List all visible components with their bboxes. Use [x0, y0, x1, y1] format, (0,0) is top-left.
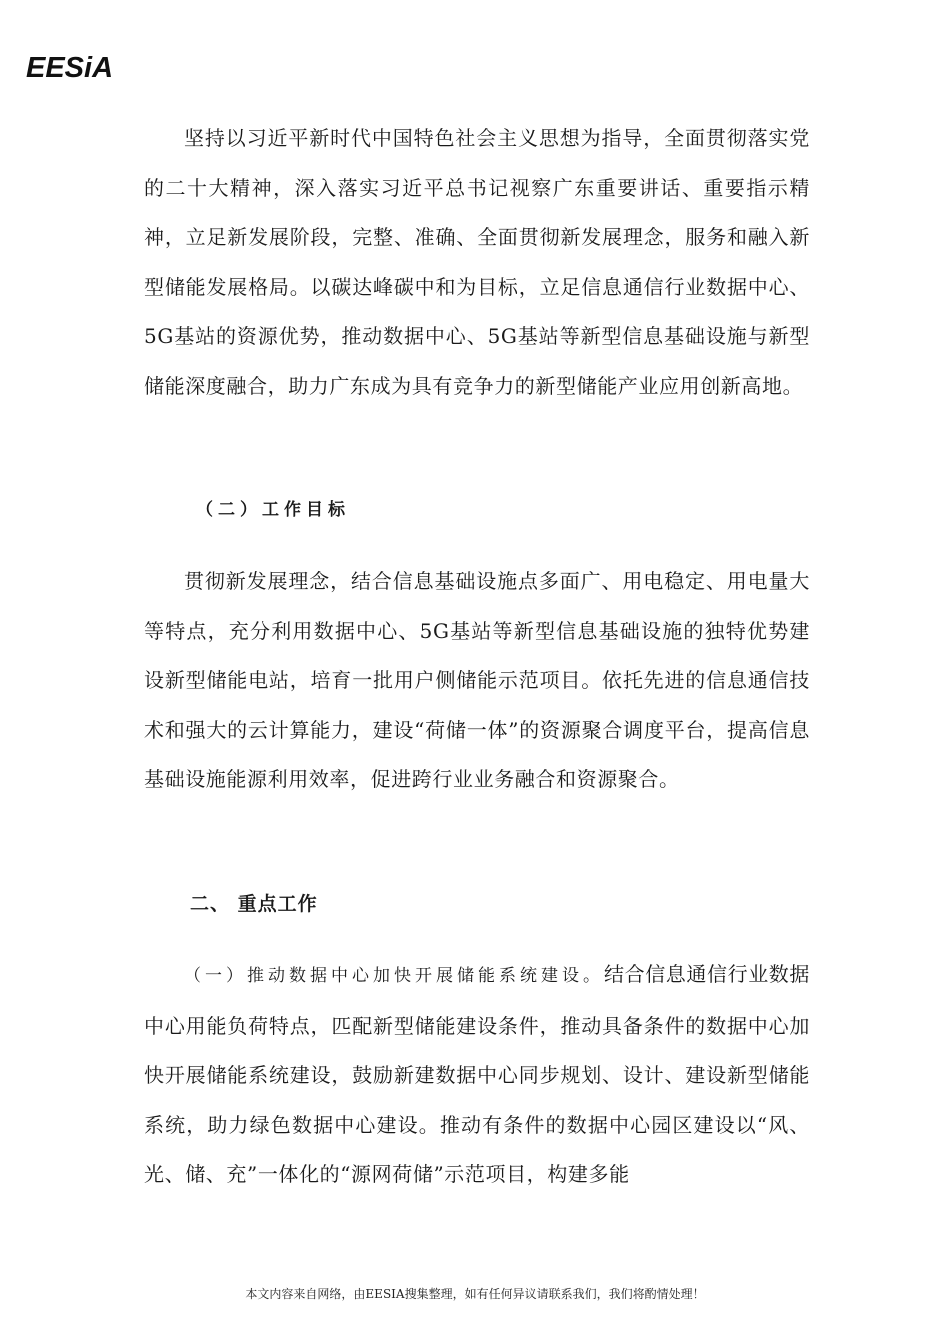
- eesia-logo: EESiA: [26, 52, 114, 84]
- section-heading-key-work: 二、 重点工作: [190, 893, 318, 915]
- paragraph-data-center-storage: [144, 950, 810, 1200]
- subsection-lead: （一）推动数据中心加快开展储能系统建设。: [184, 966, 604, 986]
- paragraph-guiding-thought: 坚持以习近平新时代中国特色社会主义思想为指导，全面贯彻落实党的二十大精神，深入落实习近平总书记视察广东重要讲话、重要指示精神，立足新发展阶段，完整、准确、全面贯彻新发展理念，服务和融入新型储能发展格局。以碳达峰碳中和为目标，立足信息通信行业数据中心、5G基站的资源优势，推动数据中心、5G基站等新型信息基础设施与新型储能深度融合，助力广东成为具有竞争力的新型储能产业应用创新高地。: [144, 126, 810, 398]
- section-heading-work-goals: （二）工作目标: [196, 500, 350, 520]
- footer-disclaimer: 本文内容来自网络，由EESIA搜集整理，如有任何异议请联系我们，我们将酌情处理！: [245, 1287, 705, 1301]
- paragraph-body: 结合信息通信行业数据中心用能负荷特点，匹配新型储能建设条件，推动具备条件的数据中心加快开展储能系统建设，鼓励新建数据中心同步规划、设计、建设新型储能系统，助力绿色数据中心建设。推动有条件的数据中心园区建设以“风、光、储、充”一体化的“源网荷储”示范项目，构建多能: [144, 962, 810, 1187]
- paragraph-work-goals: 贯彻新发展理念，结合信息基础设施点多面广、用电稳定、用电量大等特点，充分利用数据中心、5G基站等新型信息基础设施的独特优势建设新型储能电站，培育一批用户侧储能示范项目。依托先进的信息通信技术和强大的云计算能力，建设“荷储一体”的资源聚合调度平台，提高信息基础设施能源利用效率，促进跨行业业务融合和资源聚合。: [144, 569, 810, 792]
